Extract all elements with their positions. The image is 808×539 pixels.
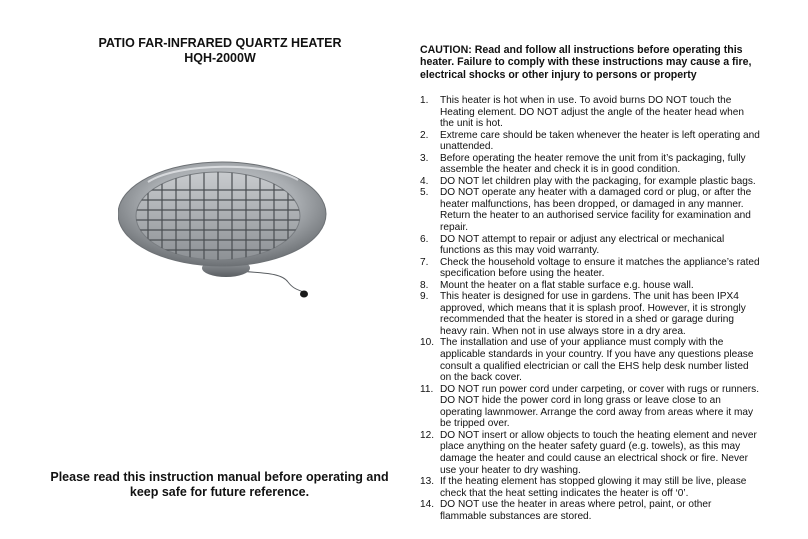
instruction-item xyxy=(420,337,760,383)
instruction-item xyxy=(420,499,760,522)
instruction-item xyxy=(420,257,760,280)
instruction-item xyxy=(420,187,760,233)
document-title xyxy=(60,36,380,66)
instruction-number: 12. xyxy=(420,429,435,441)
instruction-text: This heater is hot when in use. To avoid burns DO NOT touch the Heating element. DO NOT adjust the angle of the heater head when the unit is hot. xyxy=(440,95,744,130)
instruction-number: 10. xyxy=(420,337,435,349)
instruction-item xyxy=(420,476,760,499)
manual-retention-note: Please read this instruction manual before operating and keep safe for future reference. xyxy=(50,470,389,499)
instruction-text: Check the household voltage to ensure it matches the appliance’s rated specification before using the heater. xyxy=(440,256,760,280)
instruction-item xyxy=(420,384,760,430)
instruction-text: If the heating element has stopped glowing it may still be live, please check that the heat setting indicates the heater is off ‘0’. xyxy=(440,476,747,499)
instruction-text: DO NOT run power cord under carpeting, or cover with rugs or runners. DO NOT hide the power cord in long grass or leave close to an operating lawnmower. Arrange the cord away from areas where it may be tripped over. xyxy=(440,383,760,430)
instruction-number: 8. xyxy=(420,279,429,291)
title-line-model: HQH-2000W xyxy=(184,51,256,65)
instruction-item xyxy=(420,176,760,188)
instruction-number: 5. xyxy=(420,187,429,199)
instruction-number: 6. xyxy=(420,233,429,245)
safety-instructions-list xyxy=(420,95,760,522)
caution-statement: CAUTION: Read and follow all instructions before operating this heater. Failure to comply with these instructions may cause a fire, electrical shocks or other injury to persons or property xyxy=(420,44,752,81)
instruction-text: DO NOT insert or allow objects to touch the heating element and never place anything on the heater safety guard (e.g. towels), as this may damage the heater and could cause an electrical shock or fire. Never use your heater to dry washing. xyxy=(440,429,757,476)
instruction-item xyxy=(420,234,760,257)
instruction-item xyxy=(420,153,760,176)
instruction-number: 1. xyxy=(420,95,429,106)
instruction-number: 2. xyxy=(420,129,429,141)
instruction-text: The installation and use of your appliance must comply with the applicable standards in your country. If you have any questions please consult a qualified electrician or call the EHS help desk number listed on the back cover. xyxy=(440,337,754,384)
instruction-text: Extreme care should be taken whenever the heater is left operating and unattended. xyxy=(440,129,760,153)
instruction-item xyxy=(420,130,760,153)
instruction-number: 9. xyxy=(420,291,429,303)
instruction-item xyxy=(420,291,760,337)
instruction-text: DO NOT use the heater in areas where petrol, paint, or other flammable substances are stored. xyxy=(440,499,712,522)
instruction-number: 4. xyxy=(420,175,429,187)
instruction-text: Mount the heater on a flat stable surface e.g. house wall. xyxy=(440,279,694,291)
instruction-number: 11. xyxy=(420,383,434,395)
patio-heater-illustration xyxy=(118,150,343,310)
instruction-number: 3. xyxy=(420,152,429,164)
instruction-item xyxy=(420,95,760,130)
right-column xyxy=(420,44,760,522)
instruction-number: 13. xyxy=(420,476,435,488)
instruction-text: DO NOT attempt to repair or adjust any electrical or mechanical functions as this may void warranty. xyxy=(440,233,725,257)
instruction-item xyxy=(420,280,760,292)
title-line-product: PATIO FAR-INFRARED QUARTZ HEATER xyxy=(98,36,342,50)
instruction-number: 7. xyxy=(420,256,429,268)
instruction-text: DO NOT let children play with the packaging, for example plastic bags. xyxy=(440,175,756,187)
instruction-text: Before operating the heater remove the unit from it’s packaging, fully assemble the heater and check it is in good condition. xyxy=(440,152,746,176)
instruction-text: This heater is designed for use in gardens. The unit has been IPX4 approved, which means that it is splash proof. However, it is strongly recommended that the heater is stored in a shed or garage during heavy rain. When not in use always store in a dry area. xyxy=(440,291,746,337)
instruction-text: DO NOT operate any heater with a damaged cord or plug, or after the heater malfunctions, has been dropped, or damaged in any manner. Return the heater to an authorised service facility for examination and repair. xyxy=(440,187,752,234)
instruction-number: 14. xyxy=(420,499,435,511)
instruction-item xyxy=(420,430,760,476)
